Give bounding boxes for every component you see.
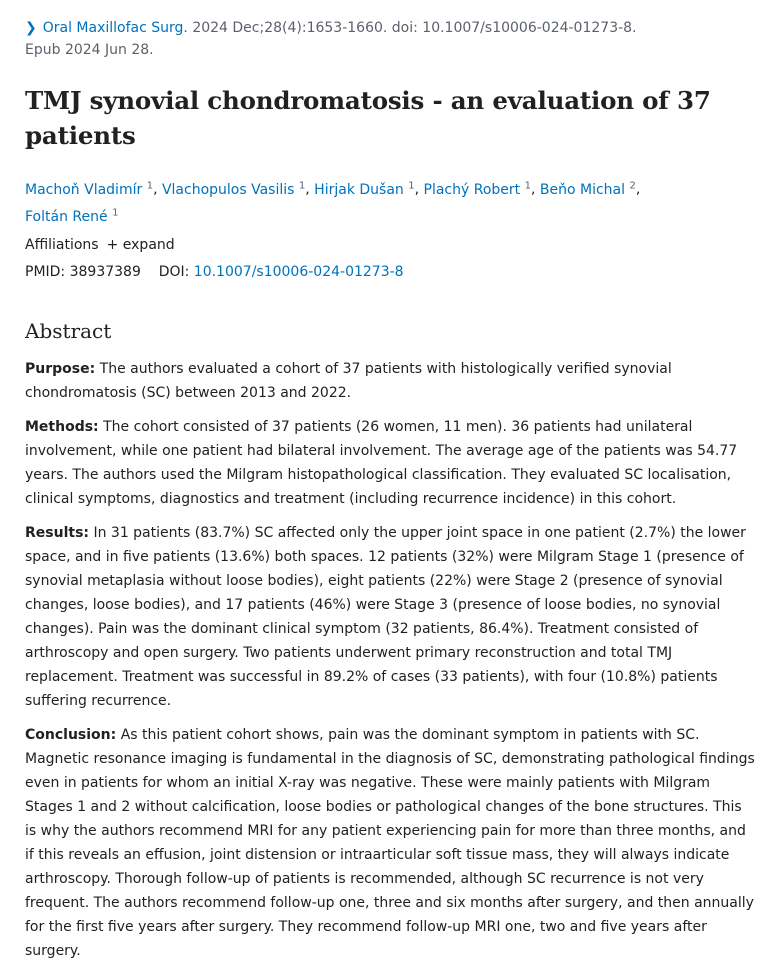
author-link[interactable] (25, 209, 118, 225)
identifiers (25, 261, 404, 283)
doi-link[interactable]: 10.1007/s10006-024-01273-8 (193, 264, 404, 280)
author-link[interactable] (424, 182, 531, 198)
author-name: Machoň Vladimír (25, 181, 143, 198)
pmid-value: 38937389 (69, 264, 141, 280)
abstract-body (25, 357, 757, 973)
abstract-methods (25, 415, 757, 511)
author-name: Plachý Robert (423, 181, 521, 198)
affiliations-toggle[interactable] (25, 234, 175, 256)
affiliation-number[interactable]: 1 (112, 207, 119, 219)
abstract-conclusion (25, 723, 757, 963)
author-name: Beňo Michal (539, 181, 626, 198)
affiliation-number[interactable]: 2 (629, 180, 636, 191)
expand-label[interactable]: + expand (106, 237, 175, 253)
chevron-right-icon: ❯ (25, 20, 37, 36)
affiliation-number[interactable]: 1 (524, 180, 531, 191)
journal-name: Oral Maxillofac Surg. (42, 20, 188, 36)
author-list: Machoň Vladimír $^1$, Vlachopulos Vasilis $^1$, Hirjak Dušan $^1$, Plachý Robert $^1$, Beňo Michal $^2$, Foltán René $^1$ (25, 180, 641, 226)
pmid-label: PMID: (25, 264, 66, 280)
section-label: Conclusion: (25, 727, 117, 743)
affiliation-number[interactable]: 1 (298, 180, 306, 191)
section-label: Methods: (25, 419, 99, 435)
section-label: Purpose: (25, 361, 96, 377)
author-link[interactable] (162, 182, 305, 198)
abstract-results (25, 521, 757, 713)
journal-link[interactable] (25, 20, 188, 36)
author-name: Foltán René (25, 209, 108, 226)
author-link[interactable] (25, 182, 153, 198)
section-text: In 31 patients (83.7%) SC affected only the upper joint space in one patient (2.7%) the lower space, and in five patients (13.6%) both spaces. 12 patients (32%) were Milgram Stage 1 (presence of synovial metaplasia without loose bodies), eight patients (22%) were Stage 2 (presence of synovial changes, loose bodies), and 17 patients (46%) were Stage 3 (presence of loose bodies, no synovial changes). Pain was the dominant clinical symptom (32 patients, 86.4%). Treatment consisted of arthroscopy and open surgery. Two patients underwent primary reconstruction and total TMJ replacement. Treatment was successful in 89.2% of cases (33 patients), with four (10.8%) patients suffering recurrence. (25, 525, 746, 709)
section-label: Results: (25, 525, 89, 541)
section-text: The authors evaluated a cohort of 37 patients with histologically verified synovial chondromatosis (SC) between 2013 and 2022. (25, 361, 672, 401)
author-name: Hirjak Dušan (314, 181, 404, 198)
citation (25, 17, 755, 61)
affiliation-number[interactable]: 1 (408, 180, 415, 191)
page-title: TMJ synovial chondromatosis - an evaluation of 37 patients (25, 86, 711, 150)
affiliations-label: Affiliations (25, 237, 99, 253)
section-text: The cohort consisted of 37 patients (26 women, 11 men). 36 patients had unilateral involvement, while one patient had bilateral involvement. The average age of the patients was 54.77 years. The authors used the Milgram histopathological classification. They evaluated SC localisation, clinical symptoms, diagnostics and treatment (including recurrence incidence) in this cohort. (25, 419, 738, 507)
epub-date: Epub 2024 Jun 28. (25, 42, 154, 58)
author-link[interactable] (314, 182, 414, 198)
author-name: Vlachopulos Vasilis (161, 181, 295, 198)
abstract-heading: Abstract (25, 319, 112, 343)
affiliation-number[interactable]: 1 (146, 180, 154, 191)
author-link[interactable] (540, 182, 636, 198)
section-text: As this patient cohort shows, pain was the dominant symptom in patients with SC. Magnetic resonance imaging is fundamental in the diagnosis of SC, demonstrating pathological findings even in patients for whom an initial X-ray was negative. These were mainly patients with Milgram Stages 1 and 2 without calcification, loose bodies or pathological changes of the bone structures. This is why the authors recommend MRI for any patient experiencing pain for more than three months, and if this reveals an effusion, joint distension or intraarticular soft tissue mass, they will always indicate arthroscopy. Thorough follow-up of patients is recommended, although SC recurrence is not very frequent. The authors recommend follow-up one, three and six months after surgery, and then annually for the first five years after surgery. They recommend follow-up MRI one, two and five years after surgery. (25, 727, 755, 959)
citation-details: 2024 Dec;28(4):1653-1660. doi: 10.1007/s10006-024-01273-8. (187, 20, 637, 36)
abstract-purpose (25, 357, 757, 405)
doi-label: DOI: (158, 264, 190, 280)
